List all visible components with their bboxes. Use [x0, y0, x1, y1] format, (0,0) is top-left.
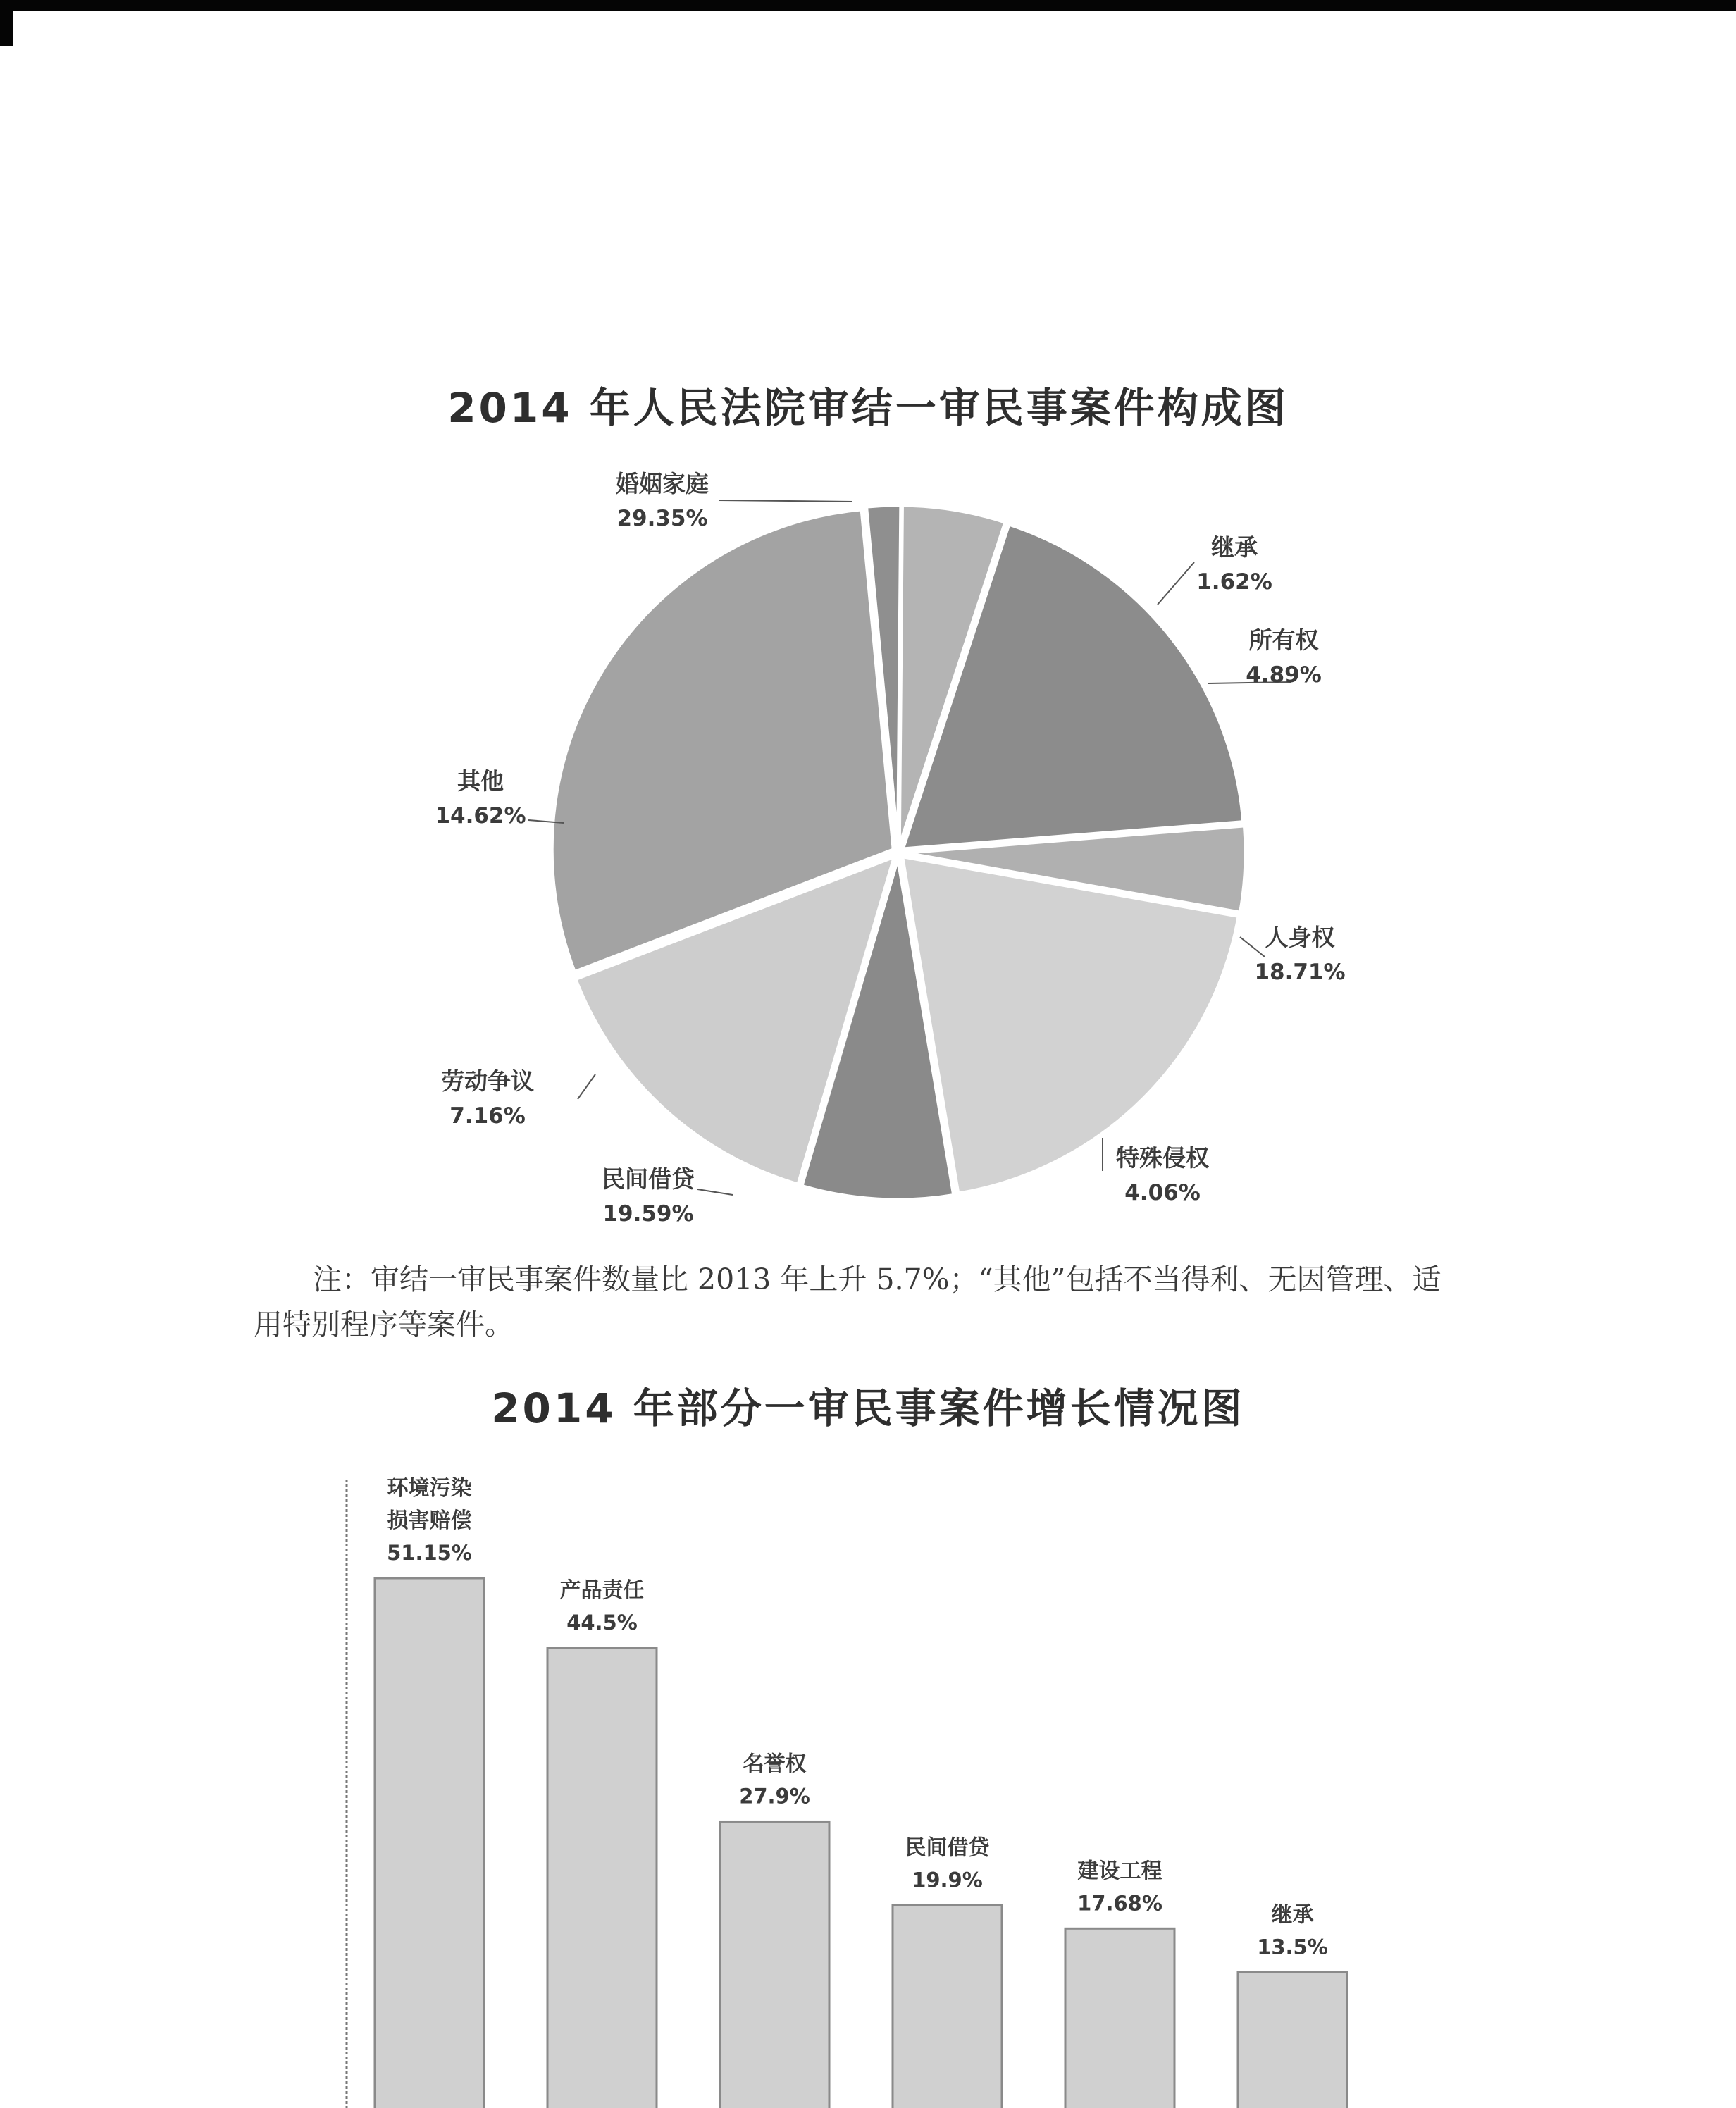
- pie-slice-label: 所有权: [1248, 626, 1319, 654]
- pie-leader-line: [719, 500, 852, 502]
- bar-value-label: 27.9%: [739, 1784, 810, 1809]
- pie-slice-value: 19.59%: [602, 1201, 694, 1227]
- bar-category-label: 环境污染: [387, 1476, 472, 1501]
- bar-value-label: 19.9%: [912, 1868, 983, 1892]
- bar-category-label: 民间借贷: [905, 1835, 990, 1861]
- chart-note: 注：审结一审民事案件数量比 2013 年上升 5.7%；“其他”包括不当得利、无因管理、适用特别程序等案件。: [254, 1263, 1442, 1341]
- pie-leader-line: [698, 1189, 733, 1195]
- pie-slice-value: 18.71%: [1254, 960, 1346, 985]
- pie-slice-value: 1.62%: [1196, 569, 1272, 595]
- bar-category-label: 建设工程: [1077, 1859, 1162, 1884]
- pie-slice-value: 14.62%: [435, 803, 526, 829]
- bar-value-label: 44.5%: [566, 1610, 638, 1635]
- bar-category-label: 名誉权: [743, 1752, 807, 1777]
- pie-slice-label: 劳动争议: [441, 1067, 534, 1095]
- bar-category-label: 继承: [1271, 1902, 1314, 1928]
- pie-slice-value: 4.89%: [1246, 662, 1322, 688]
- bar-3: [720, 1821, 829, 2108]
- pie-slice-label: 特殊侵权: [1116, 1144, 1209, 1172]
- bar-category-label: 损害赔偿: [387, 1508, 472, 1533]
- bar-2: [547, 1648, 657, 2108]
- pie-slice-label: 人身权: [1265, 924, 1335, 951]
- bar-value-label: 17.68%: [1077, 1891, 1162, 1916]
- pie-slice-label: 婚姻家庭: [616, 470, 709, 497]
- bar-category-label: 产品责任: [559, 1577, 645, 1603]
- bar-4: [893, 1905, 1002, 2108]
- pie-leader-line: [1158, 562, 1194, 604]
- bar-chart: [0, 1451, 1736, 2108]
- pie-slice-label: 民间借贷: [602, 1165, 695, 1193]
- pie-slice-6: [903, 857, 1239, 1194]
- pie-slice-value: 7.16%: [450, 1103, 526, 1129]
- bar-6: [1238, 1972, 1347, 2108]
- scan-top-border: [0, 0, 1736, 11]
- pie-slice-value: 29.35%: [616, 506, 708, 531]
- pie-leader-line: [1240, 937, 1265, 957]
- pie-chart: [0, 451, 1736, 1240]
- pie-slice-label: 继承: [1211, 533, 1258, 561]
- scan-left-border: [0, 0, 13, 46]
- pie-slice-label: 其他: [457, 767, 504, 795]
- bar-5: [1065, 1928, 1174, 2108]
- bar-value-label: 13.5%: [1257, 1935, 1328, 1959]
- pie-chart-title: 2014 年人民法院审结一审民事案件构成图: [447, 384, 1289, 432]
- bar-value-label: 51.15%: [387, 1541, 472, 1565]
- pie-leader-line: [578, 1074, 595, 1099]
- bar-1: [375, 1578, 484, 2108]
- bar-chart-title: 2014 年部分一审民事案件增长情况图: [491, 1384, 1245, 1432]
- pie-slice-value: 4.06%: [1124, 1180, 1201, 1205]
